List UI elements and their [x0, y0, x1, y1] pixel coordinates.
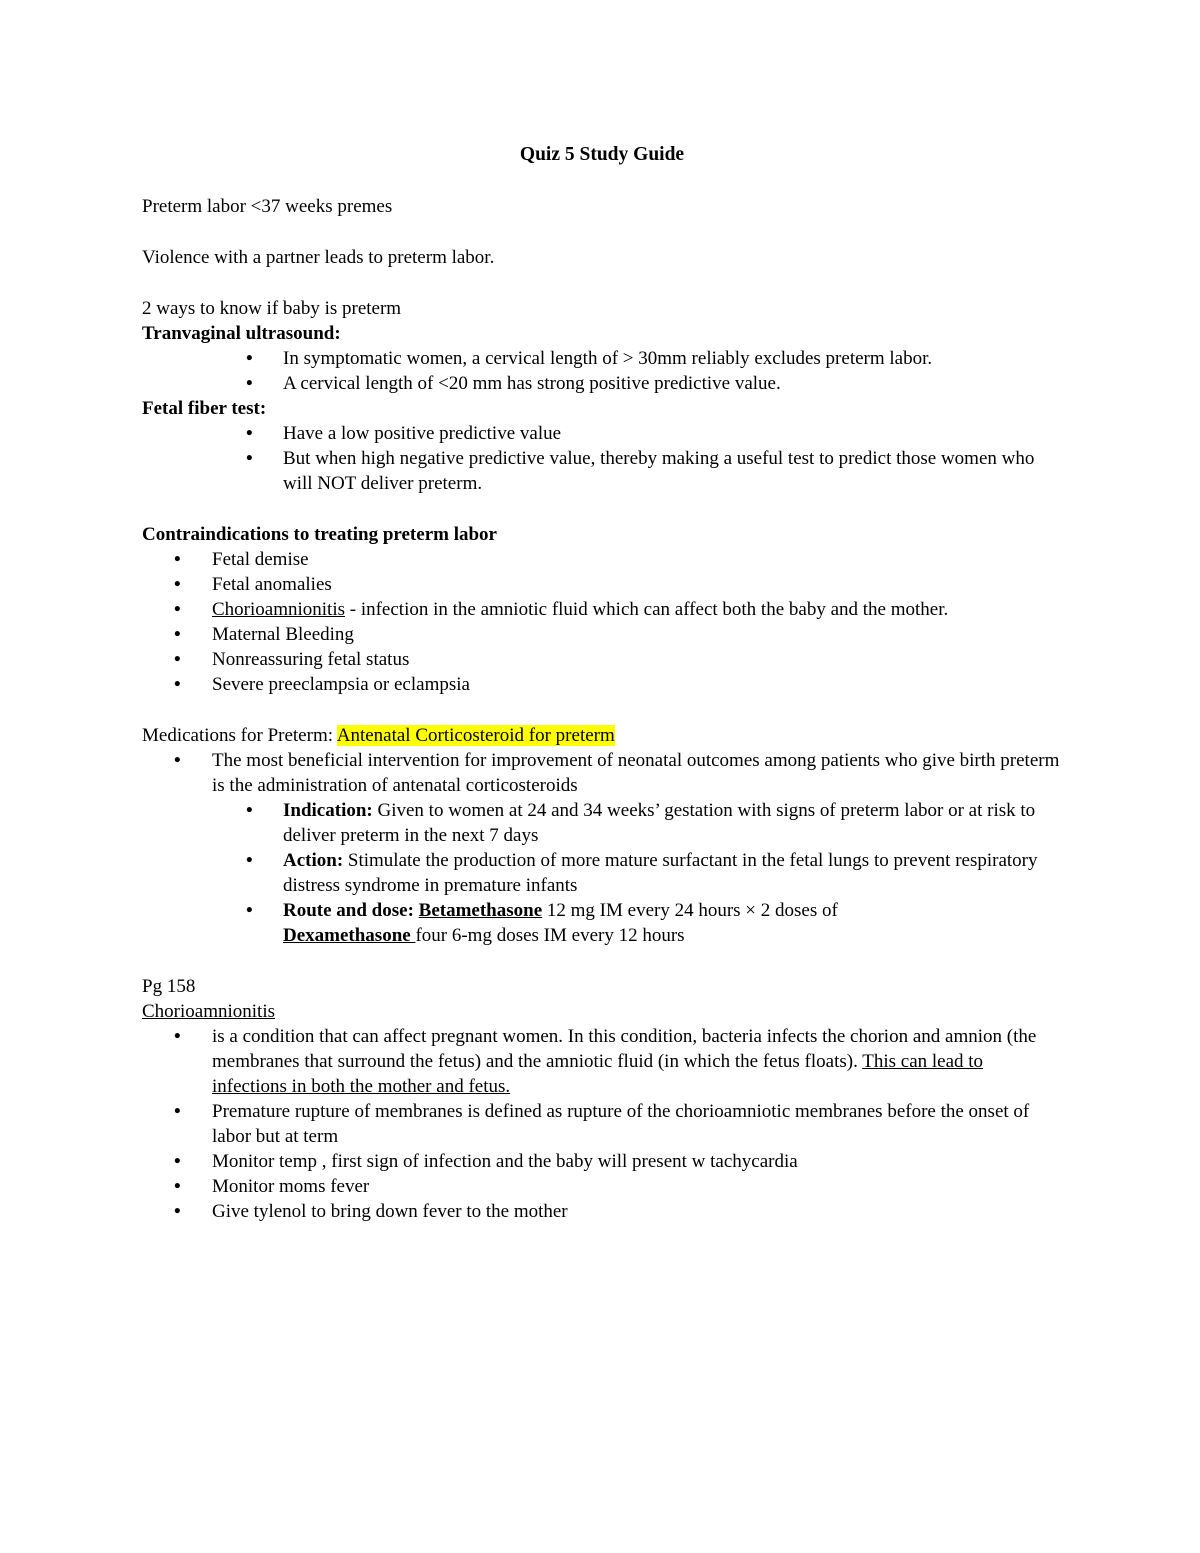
tvus-list [142, 346, 1062, 396]
chorio-term: Chorioamnionitis [212, 599, 345, 620]
document-body [142, 142, 1062, 1224]
route-drug-1: Betamethasone [418, 900, 543, 921]
route-text-2: four 6-mg doses IM every 12 hours [415, 925, 685, 946]
list-item: • Monitor moms fever [142, 1174, 1062, 1199]
chorio-item-underline: This can lead to infections in both the mother and fetus. [212, 1051, 984, 1097]
list-item [142, 597, 1062, 622]
contra-heading: Contraindications to treating preterm labor [142, 524, 497, 545]
chorio-item-text: is a condition that can affect pregnant women. In this condition, bacteria infects the chorion and amnion (the membranes that surround the fetus) and the amniotic fluid (in which the fetus floats). [212, 1026, 1037, 1072]
list-item: • But when high negative predictive value, thereby making a useful test to predict those women who will NOT deliver preterm. [142, 446, 1062, 496]
list-item: • Give tylenol to bring down fever to the mother [142, 1199, 1062, 1224]
list-item: • Have a low positive predictive value [142, 421, 1062, 446]
list-item: • Maternal Bleeding [142, 622, 1062, 647]
chorio-list [142, 1024, 1062, 1224]
list-item: • The most beneficial intervention for improvement of neonatal outcomes among patients who give birth preterm is the administration of antenatal corticosteroids [142, 748, 1062, 798]
list-item: • A cervical length of <20 mm has strong positive predictive value. [142, 371, 1062, 396]
violence-note: Violence with a partner leads to preterm labor. [142, 247, 495, 268]
route-text-1: 12 mg IM every 24 hours × 2 doses of [542, 900, 838, 921]
chorio-heading: Chorioamnionitis [142, 1001, 275, 1022]
action-text: Stimulate the production of more mature surfactant in the fetal lungs to prevent respiratory distress syndrome in premature infants [283, 850, 1038, 896]
indication-label: Indication: [283, 800, 373, 821]
list-item: • Premature rupture of membranes is defined as rupture of the chorioamniotic membranes before the onset of labor but at term [142, 1099, 1062, 1149]
preterm-definition: Preterm labor <37 weeks premes [142, 196, 393, 217]
fft-list [142, 421, 1062, 496]
action-label: Action: [283, 850, 344, 871]
route-label: Route and dose: [283, 900, 419, 921]
meds-list [142, 748, 1062, 798]
route-drug-2: Dexamethasone [283, 925, 416, 946]
document-title: Quiz 5 Study Guide [519, 144, 685, 165]
list-item: • In symptomatic women, a cervical length of > 30mm reliably excludes preterm labor. [142, 346, 1062, 371]
meds-line [142, 723, 1062, 748]
list-item: • Severe preeclampsia or eclampsia [142, 672, 1062, 697]
list-item: • Fetal demise [142, 547, 1062, 572]
contra-list [142, 547, 1062, 697]
list-item [142, 898, 1062, 948]
list-item: • Monitor temp , first sign of infection and the baby will present w tachycardia [142, 1149, 1062, 1174]
indication-text: Given to women at 24 and 34 weeks’ gestation with signs of preterm labor or at risk to deliver preterm in the next 7 days [283, 800, 1036, 846]
page-reference: Pg 158 [142, 976, 196, 997]
list-item: • Nonreassuring fetal status [142, 647, 1062, 672]
list-item: • Fetal anomalies [142, 572, 1062, 597]
ways-intro: 2 ways to know if baby is preterm [142, 298, 402, 319]
meds-prefix: Medications for Preterm: [142, 725, 337, 746]
meds-highlight: Antenatal Corticosteroid for preterm [336, 725, 615, 746]
tvus-heading: Tranvaginal ultrasound: [142, 323, 341, 344]
fft-heading: Fetal fiber test: [142, 398, 267, 419]
meds-sublist [142, 798, 1062, 948]
list-item [142, 798, 1062, 848]
list-item [142, 1024, 1062, 1099]
list-item [142, 848, 1062, 898]
chorio-definition: - infection in the amniotic fluid which can affect both the baby and the mother. [345, 599, 949, 620]
